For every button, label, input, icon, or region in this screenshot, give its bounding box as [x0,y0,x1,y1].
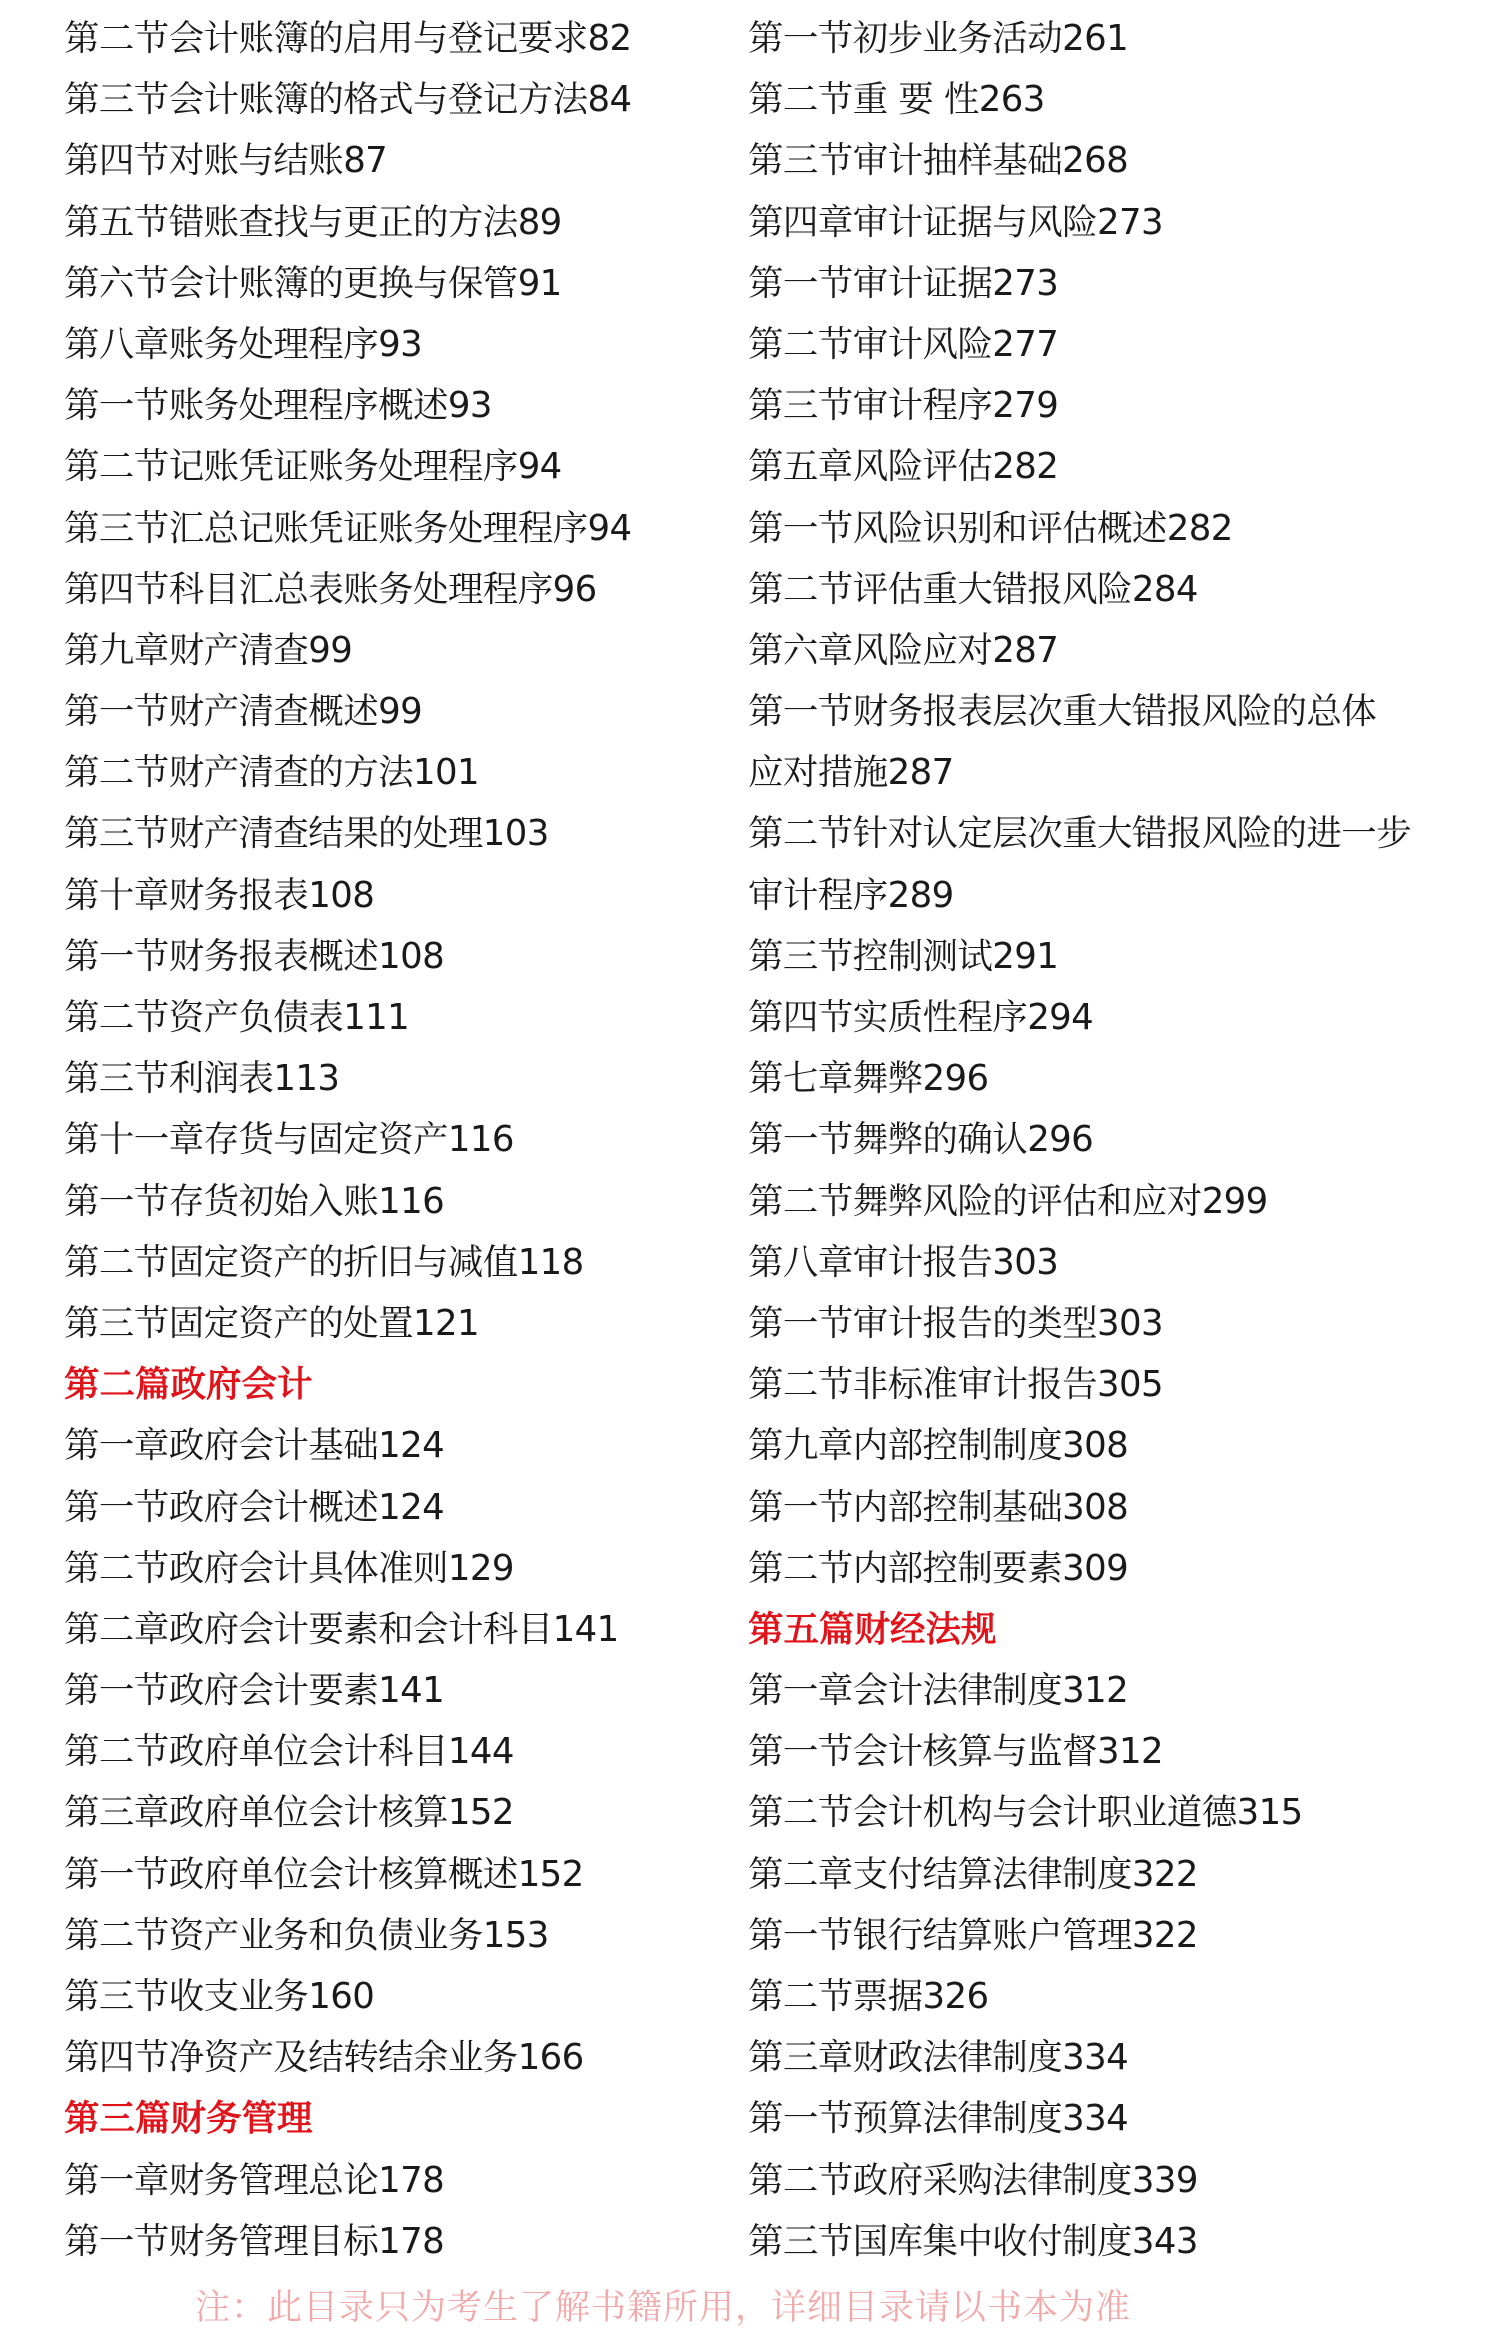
toc-right-column [748,8,1458,2272]
toc-entry: 第二节舞弊风险的评估和应对299 [748,1180,1268,1222]
toc-entry: 第三节会计账簿的格式与登记方法84 [64,79,632,121]
toc-entry: 第七章舞弊296 [748,1058,989,1100]
toc-entry: 第一节预算法律制度334 [748,2098,1129,2140]
toc-entry: 第二节会计机构与会计职业道德315 [748,1792,1303,1834]
toc-entry: 第二节评估重大错报风险284 [748,568,1198,610]
toc-entry: 第二节内部控制要素309 [748,1547,1129,1589]
toc-entry: 第一节银行结算账户管理322 [748,1914,1198,1956]
toc-entry: 第二节资产负债表111 [64,997,410,1038]
toc-entry: 第三节固定资产的处置121 [64,1302,479,1344]
toc-entry: 应对措施287 [748,752,954,794]
toc-entry: 第二节重 要 性263 [748,79,1045,121]
toc-entry: 第二节政府会计具体准则129 [64,1547,514,1589]
toc-entry: 第九章内部控制制度308 [748,1425,1129,1467]
toc-entry: 第三节审计程序279 [748,385,1059,427]
toc-entry: 第一节存货初始入账116 [64,1180,445,1222]
toc-entry: 第一节内部控制基础308 [748,1486,1129,1528]
toc-entry: 第四章审计证据与风险273 [748,201,1163,243]
toc-part-heading: 第二篇政府会计 [64,1364,313,1406]
toc-entry: 第一节初步业务活动261 [748,18,1129,59]
toc-entry: 第一节财务报表层次重大错报风险的总体 [748,691,1377,733]
toc-entry: 第三节汇总记账凭证账务处理程序94 [64,507,632,549]
toc-entry: 第二节固定资产的折旧与减值118 [64,1241,584,1283]
toc-entry: 第十章财务报表108 [64,874,375,916]
toc-entry: 第二章支付结算法律制度322 [748,1853,1198,1895]
toc-entry: 第四节实质性程序294 [748,997,1094,1038]
toc-entry: 第三章财政法律制度334 [748,2037,1129,2079]
toc-entry: 第一章政府会计基础124 [64,1425,445,1467]
toc-entry: 第四节净资产及结转结余业务166 [64,2037,584,2079]
toc-entry: 第三节审计抽样基础268 [748,140,1129,182]
toc-entry: 第二节会计账簿的启用与登记要求82 [64,18,632,59]
toc-footnote: 注：此目录只为考生了解书籍所用，详细目录请以书本为准 [195,2288,1132,2328]
toc-entry: 第五章风险评估282 [748,446,1059,488]
toc-entry: 第四节科目汇总表账务处理程序96 [64,568,597,610]
toc-entry: 第二章政府会计要素和会计科目141 [64,1608,619,1650]
toc-entry: 第一节舞弊的确认296 [748,1119,1094,1161]
toc-entry: 第三节财产清查结果的处理103 [64,813,549,855]
toc-part-heading: 第三篇财务管理 [64,2098,313,2140]
toc-entry: 第二节资产业务和负债业务153 [64,1914,549,1956]
toc-entry: 第一节审计报告的类型303 [748,1302,1163,1344]
toc-entry: 第二节记账凭证账务处理程序94 [64,446,562,488]
toc-entry: 第九章财产清查99 [64,629,353,671]
toc-entry: 第一节财产清查概述99 [64,691,423,733]
toc-entry: 第六节会计账簿的更换与保管91 [64,262,562,304]
toc-entry: 审计程序289 [748,874,954,916]
toc-entry: 第八章账务处理程序93 [64,323,423,365]
toc-part-heading: 第五篇财经法规 [748,1608,997,1650]
toc-entry: 第一节政府会计要素141 [64,1670,445,1712]
toc-entry: 第十一章存货与固定资产116 [64,1119,514,1161]
toc-entry: 第二节审计风险277 [748,323,1059,365]
toc-entry: 第一节账务处理程序概述93 [64,385,492,427]
toc-entry: 第一节风险识别和评估概述282 [748,507,1233,549]
toc-entry: 第二节政府采购法律制度339 [748,2159,1198,2201]
toc-entry: 第八章审计报告303 [748,1241,1059,1283]
toc-entry: 第三节收支业务160 [64,1976,375,2017]
toc-entry: 第四节对账与结账87 [64,140,388,182]
toc-entry: 第三节控制测试291 [748,935,1059,977]
toc-entry: 第二节非标准审计报告305 [748,1364,1163,1406]
toc-entry: 第一节政府会计概述124 [64,1486,445,1528]
toc-entry: 第一节会计核算与监督312 [748,1731,1163,1773]
toc-entry: 第一节财务报表概述108 [64,935,445,977]
toc-entry: 第二节财产清查的方法101 [64,752,479,794]
toc-entry: 第六章风险应对287 [748,629,1059,671]
toc-left-column [64,8,724,2272]
toc-entry: 第一章财务管理总论178 [64,2159,445,2201]
toc-entry: 第一节审计证据273 [748,262,1059,304]
toc-entry: 第三节国库集中收付制度343 [748,2220,1198,2262]
toc-entry: 第一节政府单位会计核算概述152 [64,1853,584,1895]
toc-entry: 第一节财务管理目标178 [64,2220,445,2262]
toc-entry: 第二节针对认定层次重大错报风险的进一步 [748,813,1412,855]
toc-entry: 第三章政府单位会计核算152 [64,1792,514,1834]
toc-entry: 第三节利润表113 [64,1058,340,1100]
toc-entry: 第二节票据326 [748,1976,989,2017]
toc-entry: 第二节政府单位会计科目144 [64,1731,514,1773]
toc-entry: 第一章会计法律制度312 [748,1670,1129,1712]
toc-entry: 第五节错账查找与更正的方法89 [64,201,562,243]
